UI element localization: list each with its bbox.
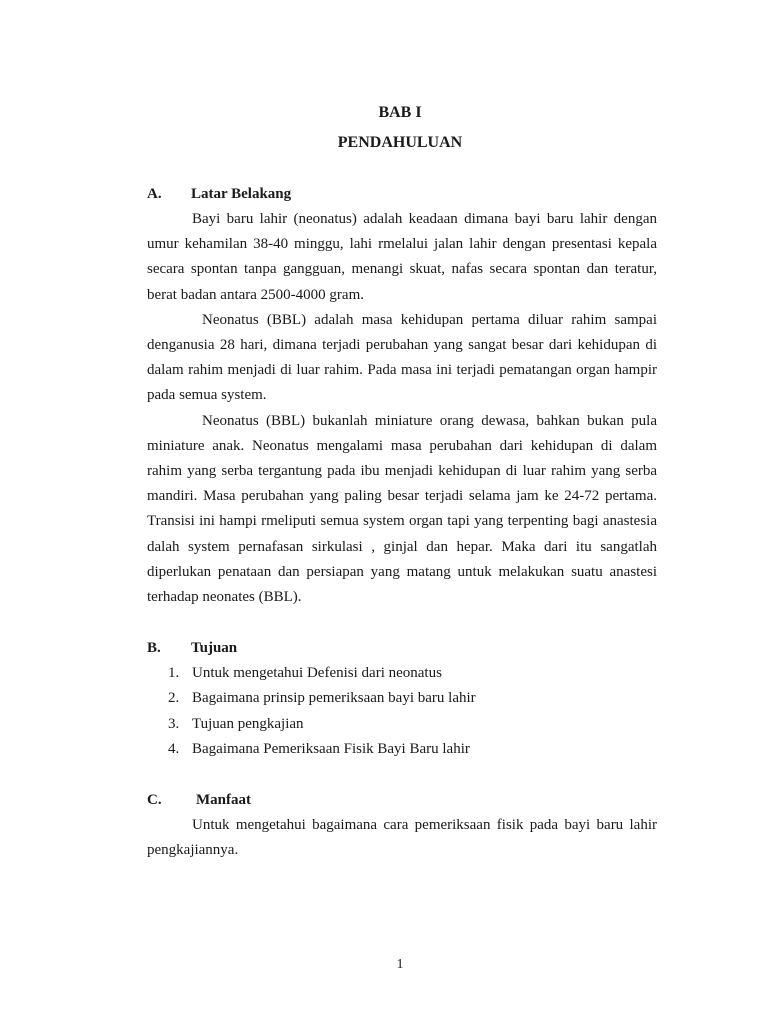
list-item: [168, 661, 476, 686]
section-b-heading: [147, 640, 237, 657]
list-item: [168, 737, 476, 762]
list-item: [168, 712, 476, 737]
section-b-title: Tujuan: [191, 640, 238, 656]
objectives-list: [168, 661, 476, 762]
section-a-heading: [147, 186, 291, 203]
section-a-title: Latar Belakang: [191, 186, 292, 202]
list-text: Untuk mengetahui Defenisi dari neonatus: [192, 665, 442, 681]
paragraph: Untuk mengetahui bagaimana cara pemeriksaan fisik pada bayi baru lahir pengkajiannya.: [147, 817, 657, 859]
paragraph: Neonatus (BBL) bukanlah miniature orang dewasa, bahkan bukan pula miniature anak. Neonatus mengalami masa perubahan dari kehidupan di dalam rahim yang serba tergantung pada ibu menjadi kehidupan di luar rahim yang serba mandiri. Masa perubahan yang paling besar terjadi selama jam ke 24-72 pertama. Transisi ini hampi rmeliputi semua system organ tapi yang terpenting bagi anastesia dalah system pernafasan sirkulasi , ginjal dan hepar. Maka dari itu sangatlah diperlukan penataan dan persiapan yang matang untuk melakukan suatu anastesi terhadap neonates (BBL).: [147, 412, 657, 606]
section-c-letter: C.: [147, 792, 162, 808]
list-text: Bagaimana prinsip pemeriksaan bayi baru lahir: [192, 690, 476, 707]
section-b-letter: B.: [147, 640, 161, 656]
section-c-body: [147, 813, 657, 863]
section-c-title: Manfaat: [196, 792, 251, 808]
paragraph: Neonatus (BBL) adalah masa kehidupan pertama diluar rahim sampai denganusia 28 hari, dimana terjadi perubahan yang sangat besar dari kehidupan di dalam rahim menjadi di luar rahim. Pada masa ini terjadi pematangan organ hampir pada semua system.: [147, 311, 657, 404]
section-a-letter: A.: [147, 186, 162, 202]
list-text: Bagaimana Pemeriksaan Fisik Bayi Baru lahir: [192, 740, 470, 757]
list-number: 1.: [168, 665, 180, 681]
list-number: 2.: [168, 690, 180, 707]
section-c-heading: [147, 792, 251, 809]
chapter-title: PENDAHULUAN: [337, 134, 463, 151]
list-number: 3.: [168, 715, 180, 732]
list-number: 4.: [168, 740, 180, 757]
list-text: Tujuan pengkajian: [192, 715, 304, 732]
list-item: [168, 686, 476, 711]
paragraph: Bayi baru lahir (neonatus) adalah keadaan dimana bayi baru lahir dengan umur kehamilan 38-40 minggu, lahi rmelalui jalan lahir dengan presentasi kepala secara spontan tanpa gangguan, menangi skuat, nafas secara spontan dan teratur, berat badan antara 2500-4000 gram.: [147, 211, 657, 303]
chapter-number: BAB I: [378, 104, 422, 121]
page-number: 1: [396, 957, 404, 972]
section-a-body: [147, 207, 657, 610]
